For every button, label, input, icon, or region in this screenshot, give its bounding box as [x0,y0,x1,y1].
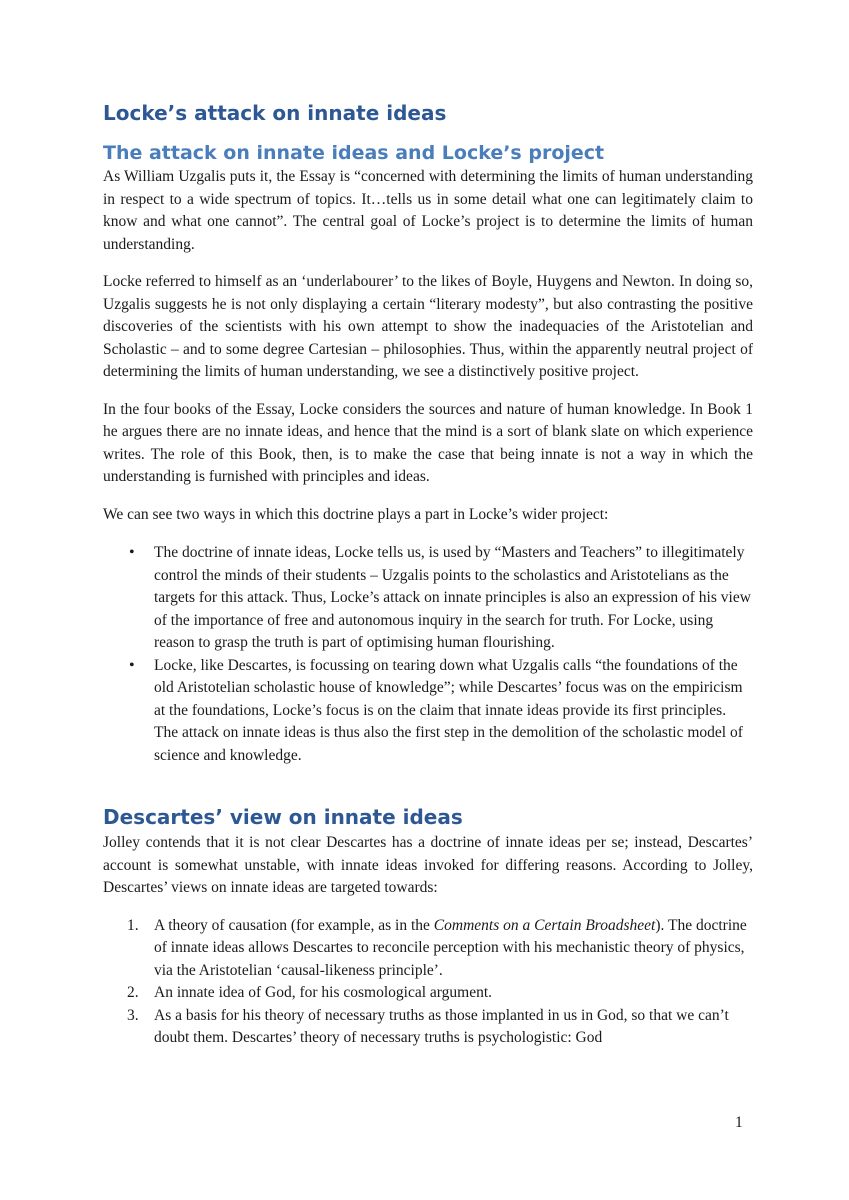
document-title: Locke’s attack on innate ideas [103,101,447,125]
bullet-icon: • [129,656,135,674]
page-number: 1 [735,1114,743,1131]
list-item-text: Locke, like Descartes, is focussing on tearing down what Uzgalis calls “the foundations of the old Aristotelian scholastic house of knowledge”; while Descartes’ focus was on the empiricism at the foundations, Locke’s focus is on the claim that innate ideas provide its first principles. The attack on innate ideas is thus also the first step in the demolition of the scholastic model of science and knowledge. [154,656,743,764]
list-number: 3. [127,1006,139,1024]
list-item-text: A theory of causation (for example, as in the [154,916,434,934]
list-number: 1. [127,916,139,934]
list-item [103,982,753,1005]
list-item-text: An innate idea of God, for his cosmological argument. [154,984,493,1001]
list-item-text: As a basis for his theory of necessary truths as those implanted in us in God, so that we can’t doubt them. Descartes’ theory of necessary truths is psychologistic: God [154,1006,729,1046]
bullet-list [103,542,753,767]
section-heading-locke-project: The attack on innate ideas and Locke’s project [103,142,605,164]
book-title: Comments on a Certain Broadsheet [433,916,656,934]
paragraph: We can see two ways in which this doctrine plays a part in Locke’s wider project: [103,505,609,523]
paragraph: Locke referred to himself as an ‘underlabourer’ to the likes of Boyle, Huygens and Newton. In doing so, Uzgalis suggests he is not only displaying a certain “literary modesty”, but also contrasting the positive discoveries of the scientists with his own attempt to show the inadequacies of the Aristotelian and Scholastic – and to some degree Cartesian – philosophies. Thus, within the apparently neutral project of determining the limits of human understanding, we see a distinctively positive project. [103,273,753,380]
paragraph: In the four books of the Essay, Locke considers the sources and nature of human knowledge. In Book 1 he argues there are no innate ideas, and hence that the mind is a sort of blank slate on which experience writes. The role of this Book, then, is to make the case that being innate is not a way in which the understanding is furnished with principles and ideas. [103,400,753,485]
section-heading-descartes: Descartes’ view on innate ideas [103,805,463,829]
list-item [103,542,753,655]
list-number: 2. [127,984,139,1001]
paragraph: As William Uzgalis puts it, the Essay is “concerned with determining the limits of human understanding in respect to a wide spectrum of topics. It…tells us in some detail what one can legitimately claim to know and what one cannot”. The central goal of Locke’s project is to determine the limits of human understanding. [103,168,753,253]
list-item-text: The doctrine of innate ideas, Locke tells us, is used by “Masters and Teachers” to illegitimately control the minds of their students – Uzgalis points to the scholastics and Aristotelians as the targets for this attack. Thus, Locke’s attack on innate principles is also an expression of his view of the importance of free and autonomous inquiry in the search for truth. For Locke, using reason to grasp the truth is part of optimising human flourishing. [154,544,751,651]
page-content [103,98,753,1050]
list-item-text: ). The doctrine of innate ideas allows Descartes to reconcile perception with his mechanistic theory of physics, via the Aristotelian ‘causal-likeness principle’. [154,916,747,979]
list-item [103,1005,753,1050]
list-item [103,655,753,768]
bullet-icon: • [129,544,135,561]
numbered-list [103,915,753,1050]
list-item [103,915,753,983]
paragraph: Jolley contends that it is not clear Descartes has a doctrine of innate ideas per se; instead, Descartes’ account is somewhat unstable, with innate ideas invoked for differing reasons. According to Jolley, Descartes’ views on innate ideas are targeted towards: [103,834,753,896]
